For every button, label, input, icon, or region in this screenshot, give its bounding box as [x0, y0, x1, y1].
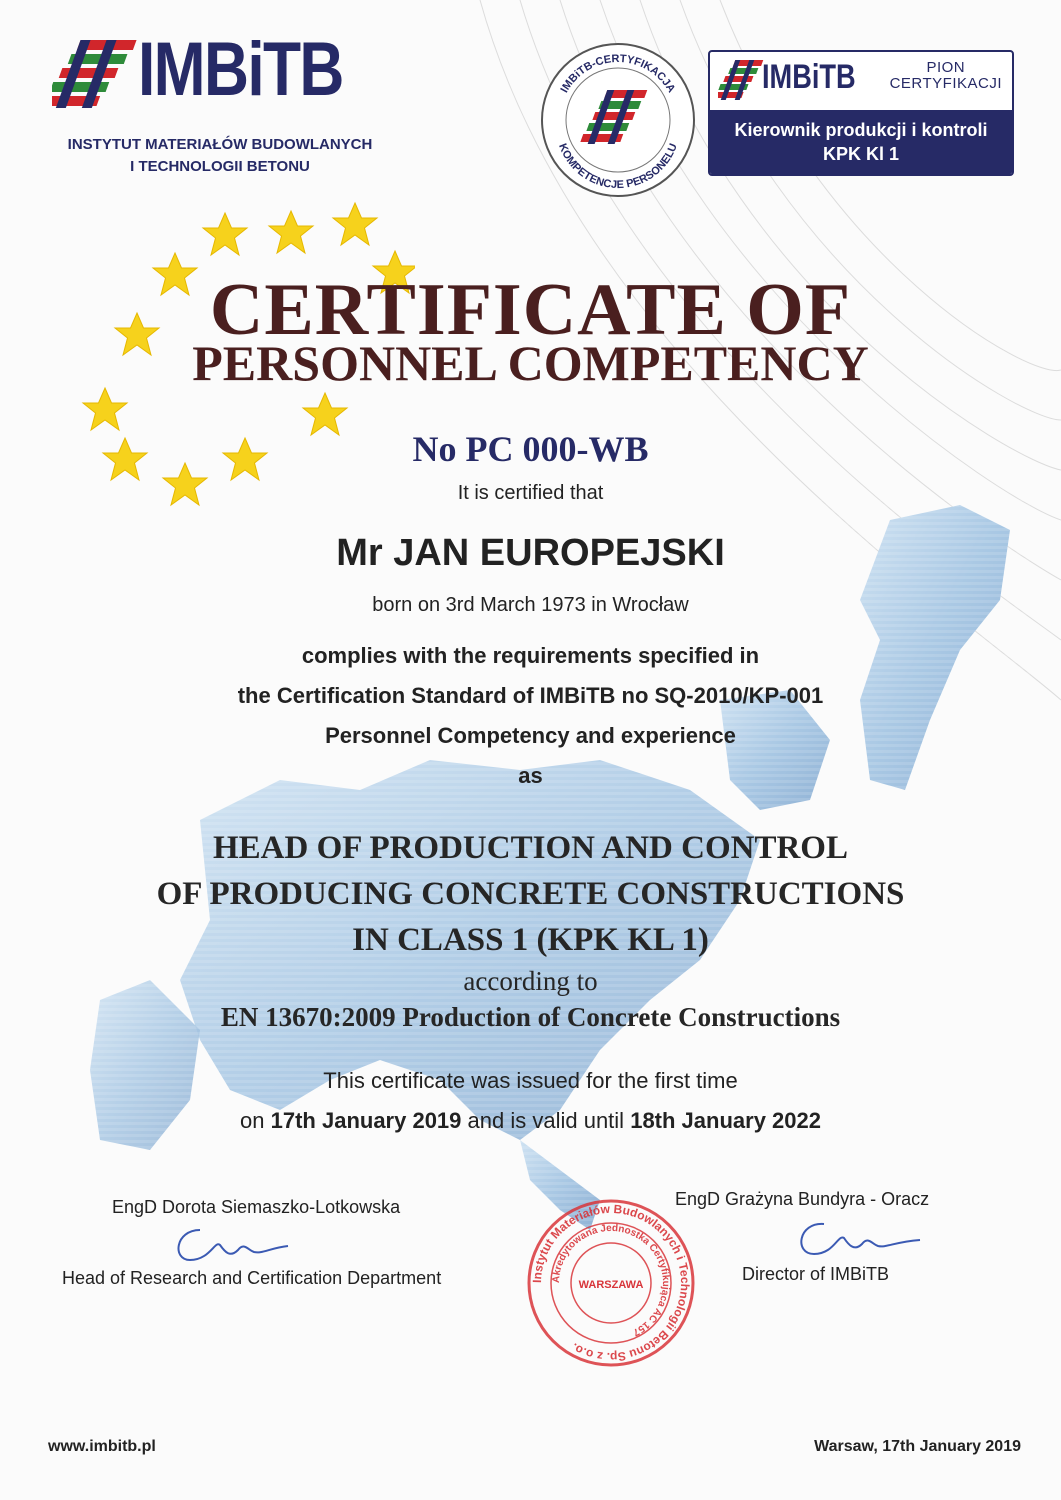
footer-website[interactable]: www.imbitb.pl	[48, 1438, 156, 1455]
role-line-2: OF PRODUCING CONCRETE CONSTRUCTIONS	[156, 876, 905, 912]
left-signatory-name: EngD Dorota Siemaszko-Lotkowska	[112, 1197, 401, 1217]
certificate-number: No PC 000-WB	[412, 429, 649, 469]
expiry-date: 18th January 2022	[630, 1108, 821, 1133]
birth-info: born on 3rd March 1973 in Wrocław	[372, 594, 689, 616]
issued-on-prefix: on	[240, 1108, 265, 1133]
star-icon	[333, 203, 377, 245]
issued-line-1: This certificate was issued for the first time	[323, 1068, 738, 1093]
left-signatory-role: Head of Research and Certification Department	[62, 1268, 442, 1288]
certificate-subtitle: PERSONNEL COMPETENCY	[192, 335, 869, 391]
stamp-inner-text: Akredytowana Jednostka Certyfikująca AC 157	[550, 1222, 672, 1338]
official-stamp	[526, 1198, 696, 1368]
right-signature	[790, 1212, 930, 1262]
institute-name	[40, 134, 400, 178]
logo-flag-icon	[52, 36, 142, 116]
badge-flag-icon	[718, 58, 764, 104]
badge-division	[890, 60, 1002, 92]
badge-role	[710, 110, 1012, 174]
star-icon	[83, 388, 127, 430]
standard-reference: EN 13670:2009 Production of Concrete Constructions	[220, 1002, 841, 1032]
according-to-text: according to	[463, 966, 598, 996]
compliance-line-3: Personnel Competency and experience	[325, 723, 736, 748]
institute-line-1: INSTYTUT MATERIAŁÓW BUDOWLANYCH	[67, 136, 373, 153]
stamp-center-text: WARSZAWA	[578, 1279, 644, 1291]
badge-role-line-2: KPK Kl 1	[822, 144, 900, 164]
right-signatory-name: EngD Grażyna Bundyra - Oracz	[675, 1189, 930, 1209]
role-line-3: IN CLASS 1 (KPK KL 1)	[352, 922, 709, 958]
role-line-1: HEAD OF PRODUCTION AND CONTROL	[213, 830, 848, 866]
badge-wordmark: IMBiTB	[762, 58, 856, 96]
compliance-line-1: complies with the requirements specified in	[301, 643, 760, 668]
institute-line-2: I TECHNOLOGII BETONU	[130, 158, 310, 175]
as-text: as	[518, 763, 543, 788]
seal-top-text: IMBiTB-CERTYFIKACJA	[558, 52, 678, 95]
valid-until-text: and is valid until	[467, 1108, 625, 1133]
issue-date: 17th January 2019	[270, 1108, 462, 1133]
seal-bottom-text: KOMPETENCJE PERSONELU	[556, 141, 680, 192]
issued-line-2	[0, 1108, 1061, 1134]
certification-seal	[538, 40, 698, 200]
star-icon	[269, 211, 313, 253]
left-signature	[170, 1220, 310, 1270]
certification-badge	[708, 50, 1014, 176]
certified-that-text: It is certified that	[457, 482, 604, 504]
stamp-outer-text: Instytut Materiałów Budowlanych i Technologii Betonu Sp. z o.o.	[529, 1201, 693, 1365]
star-icon	[203, 213, 247, 255]
badge-division-line-2: CERTYFIKACJI	[889, 75, 1002, 92]
right-signatory-role: Director of IMBiTB	[742, 1264, 890, 1284]
logo-wordmark: IMBiTB	[138, 27, 343, 112]
imbitb-logo	[40, 28, 400, 188]
certificate-title: CERTIFICATE OF	[209, 269, 852, 351]
footer-place-date: Warsaw, 17th January 2019	[814, 1438, 1021, 1455]
holder-name: Mr JAN EUROPEJSKI	[336, 532, 725, 574]
badge-division-line-1: PION	[926, 59, 966, 76]
compliance-line-2: the Certification Standard of IMBiTB no SQ-2010/KP-001	[237, 683, 824, 708]
badge-role-line-1: Kierownik produkcji i kontroli	[734, 120, 988, 140]
